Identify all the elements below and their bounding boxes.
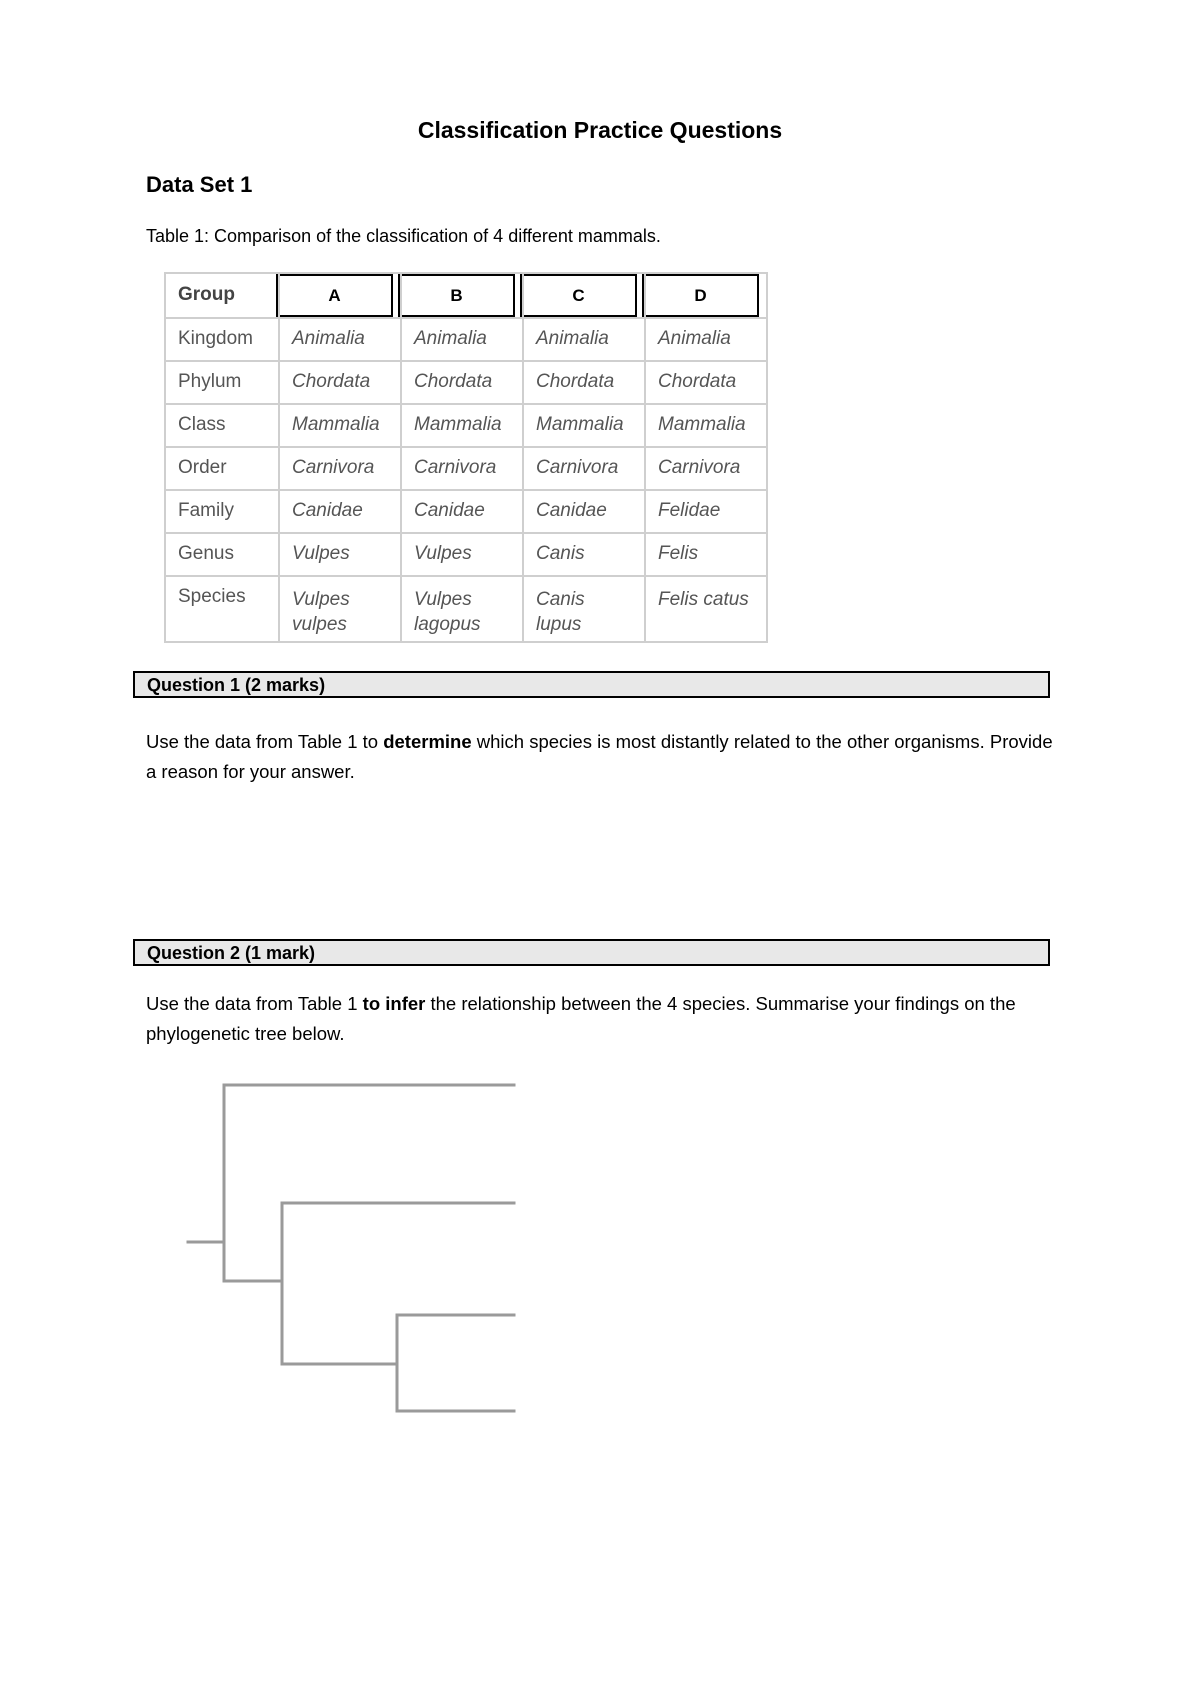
taxon-cell: Animalia xyxy=(279,318,401,361)
taxon-cell: Canis xyxy=(523,533,645,576)
taxon-cell: Carnivora xyxy=(645,447,767,490)
column-header-a: A xyxy=(279,273,401,318)
question-2-text: Use the data from Table 1 to infer the relationship between the 4 species. Summarise your findings on the phylogenetic tree below. xyxy=(146,993,1016,1044)
taxon-cell: Canidae xyxy=(401,490,523,533)
rank-label: Species xyxy=(165,576,279,642)
species-cell: Vulpes vulpes xyxy=(279,576,401,642)
taxon-cell: Animalia xyxy=(523,318,645,361)
question-1-heading: Question 1 (2 marks) xyxy=(133,671,1050,698)
column-header-d: D xyxy=(645,273,767,318)
taxon-cell: Vulpes xyxy=(279,533,401,576)
page-title: Classification Practice Questions xyxy=(417,117,783,143)
species-cell: Felis catus xyxy=(645,576,767,642)
rank-label: Order xyxy=(165,447,279,490)
rank-label: Family xyxy=(165,490,279,533)
taxon-cell: Carnivora xyxy=(279,447,401,490)
taxon-cell: Animalia xyxy=(401,318,523,361)
taxon-cell: Mammalia xyxy=(523,404,645,447)
taxon-cell: Carnivora xyxy=(401,447,523,490)
taxon-cell: Felis xyxy=(645,533,767,576)
taxon-cell: Chordata xyxy=(523,361,645,404)
section-heading: Data Set 1 xyxy=(146,172,253,197)
rank-label: Kingdom xyxy=(165,318,279,361)
taxon-cell: Canidae xyxy=(279,490,401,533)
question-1-text: Use the data from Table 1 to determine which species is most distantly related to the other organisms. Provide a reason for your answer. xyxy=(146,731,1053,782)
rank-label: Class xyxy=(165,404,279,447)
rank-label: Phylum xyxy=(165,361,279,404)
species-cell: Vulpes lagopus xyxy=(401,576,523,642)
taxon-cell: Vulpes xyxy=(401,533,523,576)
taxon-cell: Chordata xyxy=(401,361,523,404)
taxon-cell: Canidae xyxy=(523,490,645,533)
column-header-c: C xyxy=(523,273,645,318)
rank-label: Genus xyxy=(165,533,279,576)
taxon-cell: Felidae xyxy=(645,490,767,533)
taxon-cell: Mammalia xyxy=(401,404,523,447)
taxon-cell: Chordata xyxy=(279,361,401,404)
taxon-cell: Carnivora xyxy=(523,447,645,490)
taxon-cell: Animalia xyxy=(645,318,767,361)
species-cell: Canis lupus xyxy=(523,576,645,642)
table-caption: Table 1: Comparison of the classification of 4 different mammals. xyxy=(146,226,661,246)
taxon-cell: Mammalia xyxy=(279,404,401,447)
taxon-cell: Chordata xyxy=(645,361,767,404)
column-header-b: B xyxy=(401,273,523,318)
group-header: Group xyxy=(178,284,235,305)
question-2-heading: Question 2 (1 mark) xyxy=(133,939,1050,966)
taxon-cell: Mammalia xyxy=(645,404,767,447)
